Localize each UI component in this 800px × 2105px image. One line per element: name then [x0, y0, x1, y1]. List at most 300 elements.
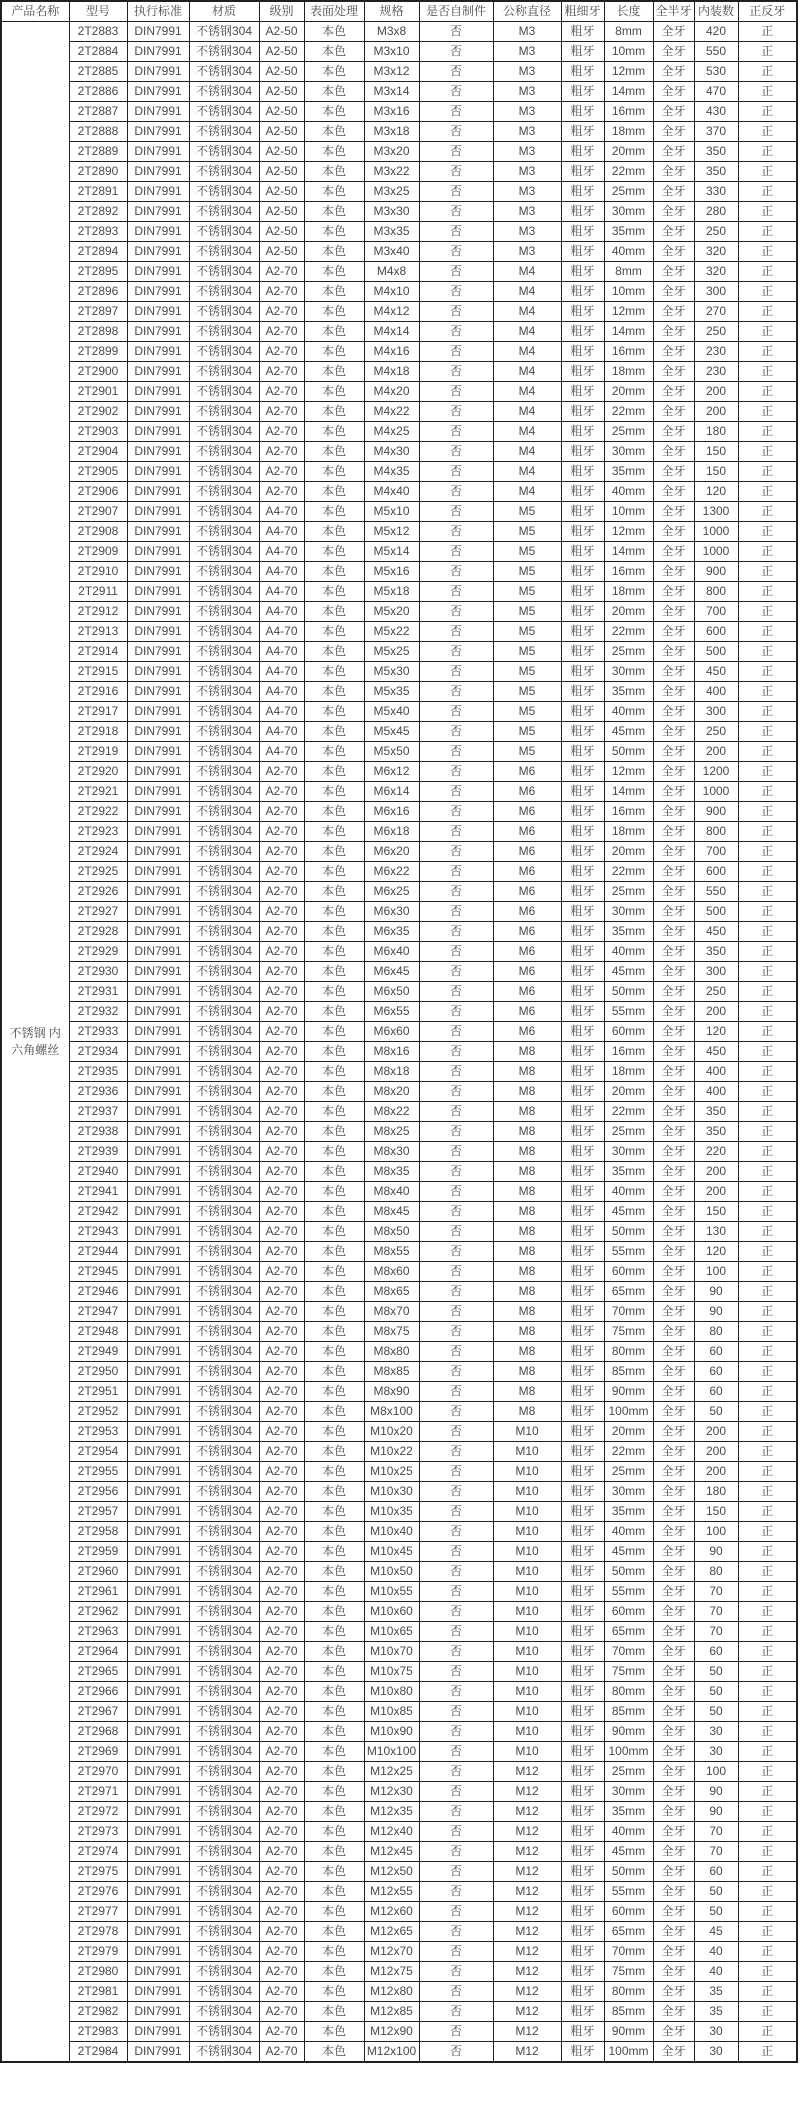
spec-cell: M12x40 — [364, 1822, 419, 1842]
spec-cell: M3x14 — [364, 82, 419, 102]
grade-cell: A2-70 — [259, 962, 304, 982]
standard-cell: DIN7991 — [127, 1822, 189, 1842]
surface-cell: 本色 — [304, 1982, 364, 2002]
self-made-cell: 否 — [419, 502, 493, 522]
pack-qty-cell: 250 — [694, 982, 738, 1002]
spec-cell: M4x22 — [364, 402, 419, 422]
thread-pitch-cell: 粗牙 — [561, 782, 604, 802]
model-cell: 2T2890 — [69, 162, 127, 182]
thread-pitch-cell: 粗牙 — [561, 1842, 604, 1862]
length-cell: 40mm — [604, 1822, 653, 1842]
thread-type-cell: 全牙 — [653, 1402, 694, 1422]
self-made-cell: 否 — [419, 1082, 493, 1102]
thread-type-cell: 全牙 — [653, 442, 694, 462]
self-made-cell: 否 — [419, 262, 493, 282]
diameter-cell: M5 — [493, 602, 561, 622]
surface-cell: 本色 — [304, 1622, 364, 1642]
grade-cell: A2-70 — [259, 1742, 304, 1762]
spec-cell: M5x10 — [364, 502, 419, 522]
pack-qty-cell: 90 — [694, 1802, 738, 1822]
surface-cell: 本色 — [304, 522, 364, 542]
model-cell: 2T2937 — [69, 1102, 127, 1122]
length-cell: 75mm — [604, 1962, 653, 1982]
pack-qty-cell: 70 — [694, 1822, 738, 1842]
standard-cell: DIN7991 — [127, 162, 189, 182]
self-made-cell: 否 — [419, 62, 493, 82]
pack-qty-cell: 180 — [694, 422, 738, 442]
surface-cell: 本色 — [304, 362, 364, 382]
pack-qty-cell: 50 — [694, 1682, 738, 1702]
model-cell: 2T2908 — [69, 522, 127, 542]
thread-pitch-cell: 粗牙 — [561, 822, 604, 842]
table-row — [1, 1582, 797, 1602]
material-cell: 不锈钢304 — [189, 1182, 259, 1202]
pack-qty-cell: 120 — [694, 1242, 738, 1262]
pack-qty-cell: 45 — [694, 1922, 738, 1942]
pack-qty-cell: 400 — [694, 682, 738, 702]
length-cell: 14mm — [604, 782, 653, 802]
thread-pitch-cell: 粗牙 — [561, 1102, 604, 1122]
diameter-cell: M10 — [493, 1542, 561, 1562]
thread-pitch-cell: 粗牙 — [561, 1202, 604, 1222]
self-made-cell: 否 — [419, 722, 493, 742]
self-made-cell: 否 — [419, 702, 493, 722]
model-cell: 2T2980 — [69, 1962, 127, 1982]
grade-cell: A2-70 — [259, 1702, 304, 1722]
thread-pitch-cell: 粗牙 — [561, 502, 604, 522]
pack-qty-cell: 1000 — [694, 782, 738, 802]
spec-cell: M8x50 — [364, 1222, 419, 1242]
thread-pitch-cell: 粗牙 — [561, 1522, 604, 1542]
length-cell: 22mm — [604, 1442, 653, 1462]
diameter-cell: M8 — [493, 1102, 561, 1122]
length-cell: 16mm — [604, 102, 653, 122]
thread-type-cell: 全牙 — [653, 1642, 694, 1662]
grade-cell: A2-70 — [259, 1222, 304, 1242]
grade-cell: A4-70 — [259, 622, 304, 642]
model-cell: 2T2925 — [69, 862, 127, 882]
thread-type-cell: 全牙 — [653, 122, 694, 142]
spec-cell: M8x20 — [364, 1082, 419, 1102]
length-cell: 16mm — [604, 1042, 653, 1062]
spec-cell: M10x40 — [364, 1522, 419, 1542]
length-cell: 80mm — [604, 1982, 653, 2002]
grade-cell: A2-70 — [259, 782, 304, 802]
self-made-cell: 否 — [419, 1662, 493, 1682]
standard-cell: DIN7991 — [127, 1742, 189, 1762]
grade-cell: A2-70 — [259, 302, 304, 322]
thread-type-cell: 全牙 — [653, 1062, 694, 1082]
self-made-cell: 否 — [419, 782, 493, 802]
surface-cell: 本色 — [304, 1742, 364, 1762]
standard-cell: DIN7991 — [127, 1002, 189, 1022]
thread-type-cell: 全牙 — [653, 982, 694, 1002]
thread-type-cell: 全牙 — [653, 382, 694, 402]
surface-cell: 本色 — [304, 1302, 364, 1322]
standard-cell: DIN7991 — [127, 242, 189, 262]
diameter-cell: M8 — [493, 1042, 561, 1062]
length-cell: 18mm — [604, 1062, 653, 1082]
self-made-cell: 否 — [419, 1502, 493, 1522]
direction-cell: 正 — [738, 1902, 797, 1922]
length-cell: 80mm — [604, 1682, 653, 1702]
surface-cell: 本色 — [304, 862, 364, 882]
thread-type-cell: 全牙 — [653, 362, 694, 382]
col-header-direction: 正反牙 — [738, 1, 797, 22]
thread-type-cell: 全牙 — [653, 862, 694, 882]
standard-cell: DIN7991 — [127, 1442, 189, 1462]
pack-qty-cell: 200 — [694, 742, 738, 762]
pack-qty-cell: 400 — [694, 1082, 738, 1102]
length-cell: 35mm — [604, 222, 653, 242]
model-cell: 2T2887 — [69, 102, 127, 122]
grade-cell: A2-70 — [259, 762, 304, 782]
direction-cell: 正 — [738, 822, 797, 842]
spec-cell: M10x90 — [364, 1722, 419, 1742]
direction-cell: 正 — [738, 522, 797, 542]
thread-type-cell: 全牙 — [653, 1622, 694, 1642]
spec-cell: M6x20 — [364, 842, 419, 862]
thread-pitch-cell: 粗牙 — [561, 1342, 604, 1362]
material-cell: 不锈钢304 — [189, 242, 259, 262]
grade-cell: A2-70 — [259, 1622, 304, 1642]
direction-cell: 正 — [738, 582, 797, 602]
diameter-cell: M3 — [493, 82, 561, 102]
thread-pitch-cell: 粗牙 — [561, 1402, 604, 1422]
thread-type-cell: 全牙 — [653, 1802, 694, 1822]
thread-type-cell: 全牙 — [653, 1282, 694, 1302]
model-cell: 2T2921 — [69, 782, 127, 802]
table-row — [1, 862, 797, 882]
material-cell: 不锈钢304 — [189, 262, 259, 282]
length-cell: 40mm — [604, 1522, 653, 1542]
direction-cell: 正 — [738, 722, 797, 742]
thread-type-cell: 全牙 — [653, 922, 694, 942]
self-made-cell: 否 — [419, 1002, 493, 1022]
thread-type-cell: 全牙 — [653, 1882, 694, 1902]
surface-cell: 本色 — [304, 982, 364, 1002]
thread-pitch-cell: 粗牙 — [561, 602, 604, 622]
pack-qty-cell: 30 — [694, 1722, 738, 1742]
self-made-cell: 否 — [419, 562, 493, 582]
thread-pitch-cell: 粗牙 — [561, 1062, 604, 1082]
table-row — [1, 242, 797, 262]
pack-qty-cell: 350 — [694, 1102, 738, 1122]
direction-cell: 正 — [738, 542, 797, 562]
grade-cell: A2-70 — [259, 1242, 304, 1262]
thread-type-cell: 全牙 — [653, 1262, 694, 1282]
diameter-cell: M3 — [493, 182, 561, 202]
grade-cell: A2-70 — [259, 362, 304, 382]
pack-qty-cell: 30 — [694, 2042, 738, 2063]
thread-pitch-cell: 粗牙 — [561, 962, 604, 982]
pack-qty-cell: 70 — [694, 1842, 738, 1862]
surface-cell: 本色 — [304, 1042, 364, 1062]
spec-cell: M4x10 — [364, 282, 419, 302]
product-name-text: 不锈钢 内六角螺丝 — [9, 1025, 61, 1057]
col-header-thread-pitch: 粗细牙 — [561, 1, 604, 22]
thread-type-cell: 全牙 — [653, 742, 694, 762]
diameter-cell: M10 — [493, 1502, 561, 1522]
direction-cell: 正 — [738, 102, 797, 122]
direction-cell: 正 — [738, 562, 797, 582]
spec-cell: M10x80 — [364, 1682, 419, 1702]
grade-cell: A2-70 — [259, 1982, 304, 2002]
standard-cell: DIN7991 — [127, 1582, 189, 1602]
model-cell: 2T2956 — [69, 1482, 127, 1502]
thread-type-cell: 全牙 — [653, 1362, 694, 1382]
self-made-cell: 否 — [419, 1642, 493, 1662]
diameter-cell: M8 — [493, 1062, 561, 1082]
self-made-cell: 否 — [419, 322, 493, 342]
thread-type-cell: 全牙 — [653, 62, 694, 82]
material-cell: 不锈钢304 — [189, 362, 259, 382]
direction-cell: 正 — [738, 942, 797, 962]
spec-cell: M10x100 — [364, 1742, 419, 1762]
length-cell: 65mm — [604, 1622, 653, 1642]
length-cell: 12mm — [604, 522, 653, 542]
thread-pitch-cell: 粗牙 — [561, 1122, 604, 1142]
self-made-cell: 否 — [419, 522, 493, 542]
spec-cell: M10x20 — [364, 1422, 419, 1442]
table-row — [1, 622, 797, 642]
standard-cell: DIN7991 — [127, 1162, 189, 1182]
surface-cell: 本色 — [304, 142, 364, 162]
pack-qty-cell: 530 — [694, 62, 738, 82]
diameter-cell: M6 — [493, 862, 561, 882]
grade-cell: A2-70 — [259, 1482, 304, 1502]
pack-qty-cell: 80 — [694, 1322, 738, 1342]
table-row — [1, 1862, 797, 1882]
standard-cell: DIN7991 — [127, 1962, 189, 1982]
thread-type-cell: 全牙 — [653, 662, 694, 682]
diameter-cell: M8 — [493, 1202, 561, 1222]
diameter-cell: M6 — [493, 942, 561, 962]
spec-cell: M12x100 — [364, 2042, 419, 2063]
self-made-cell: 否 — [419, 422, 493, 442]
diameter-cell: M12 — [493, 1862, 561, 1882]
surface-cell: 本色 — [304, 22, 364, 42]
pack-qty-cell: 300 — [694, 282, 738, 302]
grade-cell: A4-70 — [259, 682, 304, 702]
self-made-cell: 否 — [419, 402, 493, 422]
table-row — [1, 942, 797, 962]
thread-type-cell: 全牙 — [653, 822, 694, 842]
pack-qty-cell: 180 — [694, 1482, 738, 1502]
direction-cell: 正 — [738, 882, 797, 902]
model-cell: 2T2907 — [69, 502, 127, 522]
thread-type-cell: 全牙 — [653, 562, 694, 582]
standard-cell: DIN7991 — [127, 302, 189, 322]
pack-qty-cell: 350 — [694, 162, 738, 182]
thread-type-cell: 全牙 — [653, 342, 694, 362]
thread-type-cell: 全牙 — [653, 1162, 694, 1182]
self-made-cell: 否 — [419, 1582, 493, 1602]
standard-cell: DIN7991 — [127, 1522, 189, 1542]
self-made-cell: 否 — [419, 342, 493, 362]
grade-cell: A2-70 — [259, 382, 304, 402]
diameter-cell: M10 — [493, 1482, 561, 1502]
table-row — [1, 162, 797, 182]
direction-cell: 正 — [738, 1922, 797, 1942]
grade-cell: A2-70 — [259, 1322, 304, 1342]
model-cell: 2T2905 — [69, 462, 127, 482]
pack-qty-cell: 300 — [694, 702, 738, 722]
thread-type-cell: 全牙 — [653, 1562, 694, 1582]
thread-pitch-cell: 粗牙 — [561, 2002, 604, 2022]
material-cell: 不锈钢304 — [189, 2042, 259, 2063]
thread-pitch-cell: 粗牙 — [561, 462, 604, 482]
diameter-cell: M8 — [493, 1362, 561, 1382]
length-cell: 10mm — [604, 282, 653, 302]
length-cell: 8mm — [604, 262, 653, 282]
thread-pitch-cell: 粗牙 — [561, 122, 604, 142]
model-cell: 2T2930 — [69, 962, 127, 982]
self-made-cell: 否 — [419, 842, 493, 862]
grade-cell: A2-70 — [259, 1722, 304, 1742]
standard-cell: DIN7991 — [127, 262, 189, 282]
model-cell: 2T2923 — [69, 822, 127, 842]
material-cell: 不锈钢304 — [189, 1602, 259, 1622]
material-cell: 不锈钢304 — [189, 642, 259, 662]
surface-cell: 本色 — [304, 682, 364, 702]
direction-cell: 正 — [738, 1242, 797, 1262]
self-made-cell: 否 — [419, 282, 493, 302]
length-cell: 70mm — [604, 1642, 653, 1662]
length-cell: 45mm — [604, 1542, 653, 1562]
spec-cell: M4x12 — [364, 302, 419, 322]
pack-qty-cell: 320 — [694, 262, 738, 282]
material-cell: 不锈钢304 — [189, 62, 259, 82]
pack-qty-cell: 150 — [694, 1202, 738, 1222]
surface-cell: 本色 — [304, 402, 364, 422]
self-made-cell: 否 — [419, 222, 493, 242]
self-made-cell: 否 — [419, 182, 493, 202]
self-made-cell: 否 — [419, 582, 493, 602]
material-cell: 不锈钢304 — [189, 862, 259, 882]
diameter-cell: M3 — [493, 62, 561, 82]
material-cell: 不锈钢304 — [189, 2002, 259, 2022]
spec-cell: M12x30 — [364, 1782, 419, 1802]
self-made-cell: 否 — [419, 1862, 493, 1882]
direction-cell: 正 — [738, 2042, 797, 2063]
model-cell: 2T2897 — [69, 302, 127, 322]
direction-cell: 正 — [738, 1422, 797, 1442]
model-cell: 2T2984 — [69, 2042, 127, 2063]
length-cell: 12mm — [604, 762, 653, 782]
surface-cell: 本色 — [304, 802, 364, 822]
pack-qty-cell: 200 — [694, 1462, 738, 1482]
model-cell: 2T2927 — [69, 902, 127, 922]
length-cell: 40mm — [604, 942, 653, 962]
spec-cell: M6x45 — [364, 962, 419, 982]
standard-cell: DIN7991 — [127, 1702, 189, 1722]
direction-cell: 正 — [738, 922, 797, 942]
pack-qty-cell: 450 — [694, 922, 738, 942]
table-row — [1, 782, 797, 802]
model-cell: 2T2910 — [69, 562, 127, 582]
diameter-cell: M12 — [493, 2042, 561, 2063]
length-cell: 45mm — [604, 962, 653, 982]
thread-pitch-cell: 粗牙 — [561, 1722, 604, 1742]
grade-cell: A2-70 — [259, 1542, 304, 1562]
self-made-cell: 否 — [419, 1482, 493, 1502]
grade-cell: A2-70 — [259, 1502, 304, 1522]
pack-qty-cell: 550 — [694, 882, 738, 902]
diameter-cell: M4 — [493, 482, 561, 502]
length-cell: 30mm — [604, 442, 653, 462]
length-cell: 18mm — [604, 362, 653, 382]
diameter-cell: M10 — [493, 1602, 561, 1622]
thread-pitch-cell: 粗牙 — [561, 1762, 604, 1782]
surface-cell: 本色 — [304, 662, 364, 682]
standard-cell: DIN7991 — [127, 1482, 189, 1502]
direction-cell: 正 — [738, 1702, 797, 1722]
direction-cell: 正 — [738, 1722, 797, 1742]
table-row — [1, 1922, 797, 1942]
diameter-cell: M3 — [493, 222, 561, 242]
surface-cell: 本色 — [304, 1242, 364, 1262]
pack-qty-cell: 430 — [694, 102, 738, 122]
spec-cell: M3x18 — [364, 122, 419, 142]
table-row — [1, 1622, 797, 1642]
self-made-cell: 否 — [419, 1362, 493, 1382]
table-row — [1, 1082, 797, 1102]
direction-cell: 正 — [738, 502, 797, 522]
direction-cell: 正 — [738, 262, 797, 282]
pack-qty-cell: 370 — [694, 122, 738, 142]
grade-cell: A2-50 — [259, 242, 304, 262]
diameter-cell: M5 — [493, 662, 561, 682]
surface-cell: 本色 — [304, 1962, 364, 1982]
spec-cell: M12x75 — [364, 1962, 419, 1982]
diameter-cell: M5 — [493, 562, 561, 582]
model-cell: 2T2949 — [69, 1342, 127, 1362]
spec-cell: M6x40 — [364, 942, 419, 962]
model-cell: 2T2892 — [69, 202, 127, 222]
thread-type-cell: 全牙 — [653, 702, 694, 722]
thread-type-cell: 全牙 — [653, 762, 694, 782]
material-cell: 不锈钢304 — [189, 1802, 259, 1822]
direction-cell: 正 — [738, 662, 797, 682]
self-made-cell: 否 — [419, 1422, 493, 1442]
length-cell: 60mm — [604, 1022, 653, 1042]
self-made-cell: 否 — [419, 762, 493, 782]
direction-cell: 正 — [738, 762, 797, 782]
diameter-cell: M4 — [493, 282, 561, 302]
thread-type-cell: 全牙 — [653, 1022, 694, 1042]
grade-cell: A2-70 — [259, 802, 304, 822]
spec-cell: M3x25 — [364, 182, 419, 202]
table-row — [1, 1782, 797, 1802]
thread-pitch-cell: 粗牙 — [561, 522, 604, 542]
material-cell: 不锈钢304 — [189, 962, 259, 982]
grade-cell: A2-70 — [259, 282, 304, 302]
grade-cell: A4-70 — [259, 542, 304, 562]
surface-cell: 本色 — [304, 1642, 364, 1662]
standard-cell: DIN7991 — [127, 522, 189, 542]
pack-qty-cell: 280 — [694, 202, 738, 222]
surface-cell: 本色 — [304, 1942, 364, 1962]
length-cell: 22mm — [604, 622, 653, 642]
grade-cell: A4-70 — [259, 522, 304, 542]
length-cell: 20mm — [604, 142, 653, 162]
length-cell: 65mm — [604, 1282, 653, 1302]
self-made-cell: 否 — [419, 922, 493, 942]
spec-cell: M10x25 — [364, 1462, 419, 1482]
self-made-cell: 否 — [419, 802, 493, 822]
thread-pitch-cell: 粗牙 — [561, 702, 604, 722]
